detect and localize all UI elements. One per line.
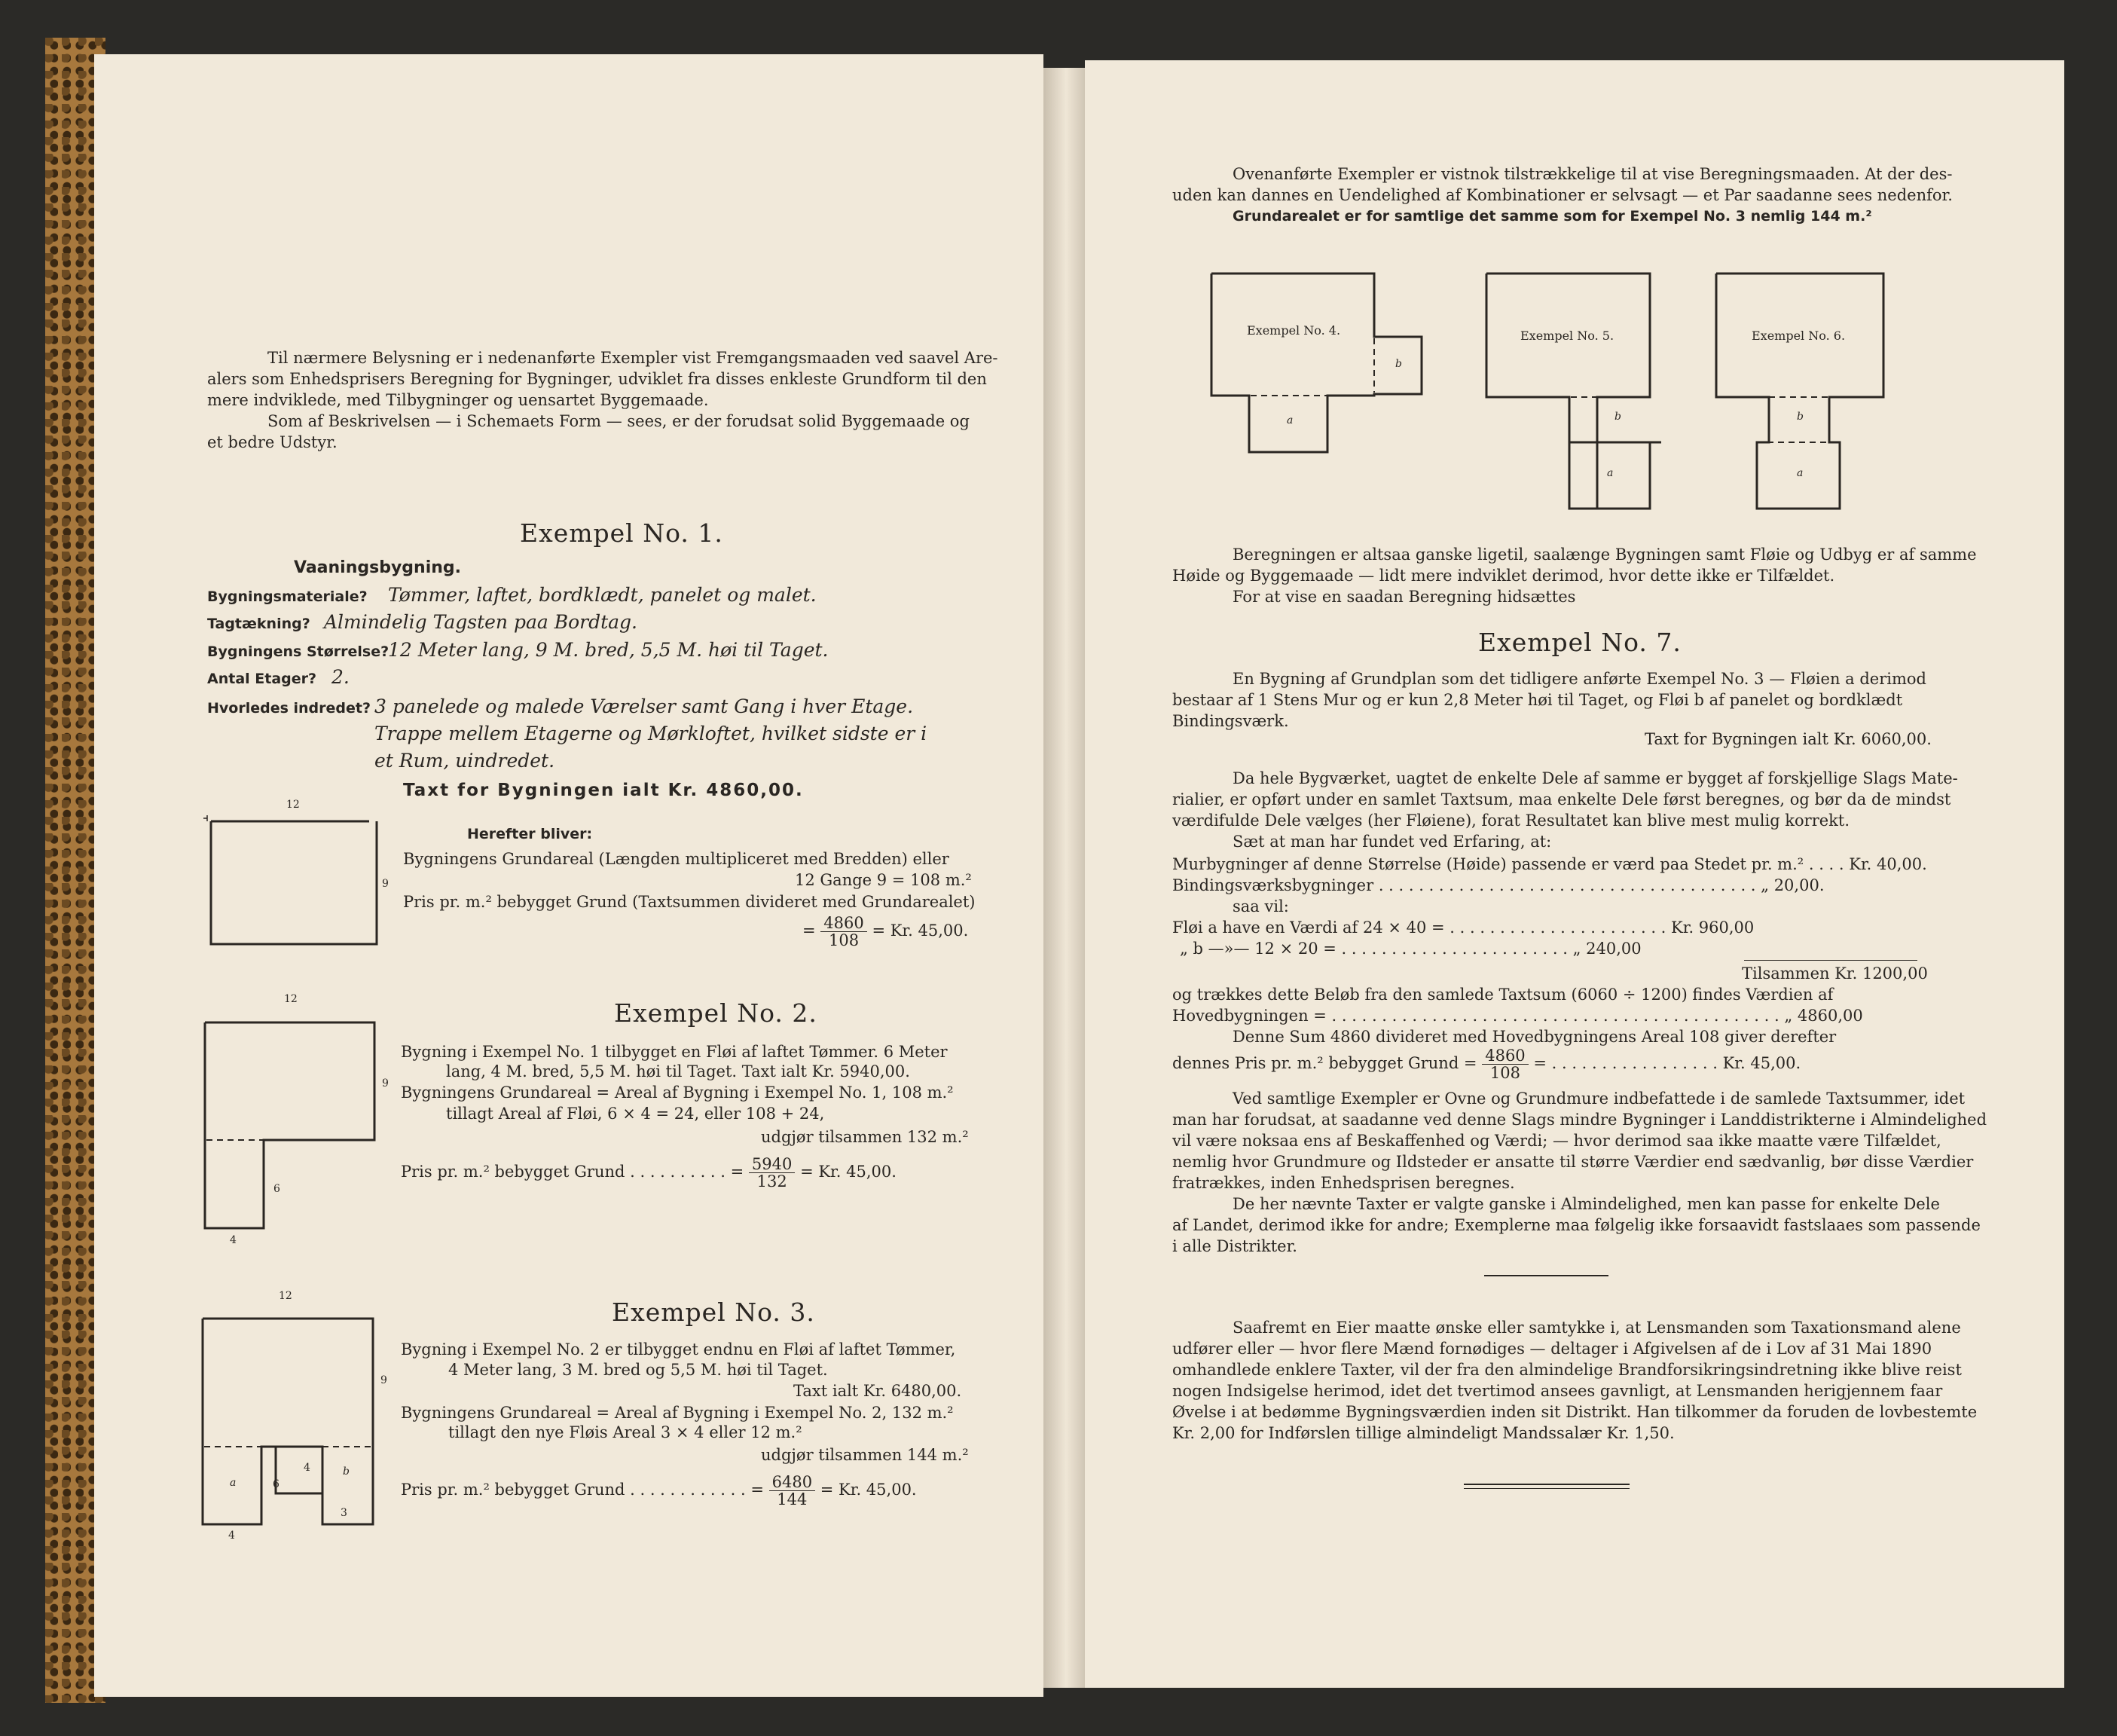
ex1-calc: = $\frac{4860}{108}$ = Kr. 45,00. [802,914,969,949]
a-layout-2: Trappe mellem Etagerne og Mørkloftet, hvilket sidste er i [374,723,927,744]
q-roof: Tagtækning? [207,616,310,632]
section-rule [1484,1275,1608,1276]
r-g: Hovedbygningen = . . . . . . . . . . . . . . . . . . . . . . . . . . . . . . . . . . . . . . . . . . . . . „ 4860,00 [1172,1007,1863,1025]
ex1-title: Exempel No. 1. [520,518,723,548]
a-floors: 2. [331,666,350,688]
ex1-tax: Taxt for Bygningen ialt Kr. 4860,00. [403,781,804,800]
ex3-line: 4 Meter lang, 3 M. bred og 5,5 M. høi til Taget. [448,1361,828,1379]
ex6-a: a [1797,467,1804,479]
r-e-tax: Taxt for Bygningen ialt Kr. 6060,00. [1645,730,1932,748]
ex2-floorplan [197,1013,386,1239]
ex2-dim-side: 9 [382,1077,389,1090]
ex4-b: b [1395,358,1402,370]
ex2-title: Exempel No. 2. [614,998,817,1028]
end-rule-2 [1464,1488,1630,1489]
r-h: man har forudsat, at saadanne ved denne Slags mindre Bygninger i Landdistrikterne i Almindelighed [1172,1111,1987,1129]
intro-line: Til nærmere Belysning er i nedenanførte Exempler vist Fremgangsmaaden ved saavel Are- [267,349,998,367]
r-intro-3: Grundarealet er for samtlige det samme som for Exempel No. 3 nemlig 144 m.² [1233,208,1872,225]
ex3-pris: Pris pr. m.² bebygget Grund . . . . . . . . . . . . = $\frac{6480}{144}$ = Kr. 45,00. [401,1473,917,1508]
ex1-subtitle: Vaaningsbygning. [294,558,462,577]
ex2-line: Bygning i Exempel No. 1 tilbygget en Fløi af laftet Tømmer. 6 Meter [401,1043,948,1061]
r-j: Øvelse i at bedømme Bygningsværdien inden sit Distrikt. Han tilkommer da foruden de lovbestemte [1172,1403,1978,1421]
ex2-dim-top: 12 [284,993,298,1005]
a-size: 12 Meter lang, 9 M. bred, 5,5 M. høi til Taget. [388,639,829,661]
ex1-areal: Bygningens Grundareal (Længden multipliceret med Bredden) eller [403,850,949,868]
a-layout-3: et Rum, uindredet. [374,750,555,772]
ex3-label-a: a [230,1477,237,1489]
ex5-a: a [1607,467,1614,479]
ex3-line: tillagt den nye Fløis Areal 3 × 4 eller 12 m.² [448,1423,802,1441]
ex4-label: Exempel No. 4. [1247,323,1341,338]
ex3-dim-b4: 4 [304,1462,310,1474]
r-g-calc: dennes Pris pr. m.² bebygget Grund = $\frac{4860}{108}$ = . . . . . . . . . . . . . . . . . Kr. 45,00. [1172,1047,1801,1082]
book-spine [1043,68,1089,1688]
r-e: bestaar af 1 Stens Mur og er kun 2,8 Meter høi til Taget, og Fløi b af panelet og bordklædt [1172,691,1903,709]
ex2-line: udgjør tilsammen 132 m.² [761,1128,969,1146]
ex3-dim-bottom2: 3 [341,1507,347,1519]
r-f: Sæt at man har fundet ved Erfaring, at: [1233,833,1552,851]
r-i: De her nævnte Taxter er valgte ganske i Almindelighed, men kan passe for enkelte Dele [1233,1195,1940,1213]
ex5-label: Exempel No. 5. [1520,329,1614,343]
ex3-dim-a: 6 [273,1478,280,1490]
ex2-dim-wing: 6 [273,1183,280,1195]
a-roof: Almindelig Tagsten paa Bordtag. [324,611,637,633]
ex3-dim-bottom: 4 [228,1530,235,1542]
q-material: Bygningsmateriale? [207,588,368,605]
r-g: „ b —»— 12 × 20 = . . . . . . . . . . . . . . . . . . . . . . . „ 240,00 [1180,940,1642,958]
ex3-line: Taxt ialt Kr. 6480,00. [793,1382,962,1400]
ex1-dim-top: 12 [286,799,300,811]
r-f: Da hele Bygværket, uagtet de enkelte Dele af samme er bygget af forskjellige Slags Mate- [1233,769,1958,787]
ex5-wings [1480,267,1661,516]
r-intro: Ovenanførte Exempler er vistnok tilstrækkelige til at vise Beregningsmaaden. At der des- [1233,165,1953,183]
ex2-line: lang, 4 M. bred, 5,5 M. høi til Taget. Taxt ialt Kr. 5940,00. [446,1062,910,1080]
r-j: Saafremt en Eier maatte ønske eller samtykke i, at Lensmanden som Taxationsmand alene [1233,1319,1961,1337]
r-h: nemlig hvor Grundmure og Ildsteder er ansatte til større Værdier end sædvanlig, bør disse Værdier [1172,1153,1974,1171]
r-intro: uden kan dannes en Uendelighed af Kombinationer er selvsagt — et Par saadanne sees nedenfor. [1172,186,1953,204]
r-p: For at vise en saadan Beregning hidsættes [1233,588,1576,606]
q-layout: Hvorledes indredet? [207,700,371,717]
r-p: Høide og Byggemaade — lidt mere indviklet derimod, hvor dette ikke er Tilfældet. [1172,567,1835,585]
r-h: Ved samtlige Exempler er Ovne og Grundmure indbefattede i de samlede Taxtsummer, idet [1233,1090,1966,1108]
ex3-floorplan [197,1310,386,1528]
a-layout: 3 panelede og malede Værelser samt Gang i hver Etage. [374,695,914,717]
intro-line: Som af Beskrivelsen — i Schemaets Form — sees, er der forudsat solid Byggemaade og [267,412,970,430]
ex3-line: Bygningens Grundareal = Areal af Bygning i Exempel No. 2, 132 m.² [401,1404,954,1422]
r-g-sum: Tilsammen Kr. 1200,00 [1742,964,1928,983]
q-size: Bygningens Størrelse? [207,643,389,660]
r-g: Fløi a have en Værdi af 24 × 40 = . . . . . . . . . . . . . . . . . . . . . . Kr. 960,00 [1172,918,1755,937]
r-g: Bindingsværksbygninger . . . . . . . . . . . . . . . . . . . . . . . . . . . . . . . . . . . . . . „ 20,00. [1172,876,1825,894]
r-h: fratrækkes, inden Enhedsprisen beregnes. [1172,1174,1515,1192]
ex6-b: b [1797,411,1804,423]
intro-line: et bedre Udstyr. [207,433,338,451]
sum-rule [1744,960,1917,961]
q-floors: Antal Etager? [207,671,317,687]
ex3-dim-top: 12 [279,1290,292,1302]
r-i: i alle Distrikter. [1172,1237,1297,1255]
end-rule [1464,1484,1630,1485]
ex7-title: Exempel No. 7. [1478,628,1682,657]
intro-line: mere indviklede, med Tilbygninger og uensartet Byggemaade. [207,391,709,409]
a-material: Tømmer, laftet, bordklædt, panelet og malet. [388,584,817,606]
r-p: Beregningen er altsaa ganske ligetil, saalænge Bygningen samt Fløie og Udbyg er af samme [1233,546,1977,564]
ex1-floorplan [203,812,399,955]
r-f: værdifulde Dele vælges (her Fløiene), forat Resultatet kan blive mest mulig korrekt. [1172,811,1850,830]
r-e: En Bygning af Grundplan som det tidligere anførte Exempel No. 3 — Fløien a derimod [1233,670,1926,688]
ex6-label: Exempel No. 6. [1752,329,1846,343]
r-g: Murbygninger af denne Størrelse (Høide) passende er værd paa Stedet pr. m.² . . . . Kr. 40,00. [1172,855,1927,873]
r-e: Bindingsværk. [1172,712,1289,730]
r-g: og trækkes dette Beløb fra den samlede Taxtsum (6060 ÷ 1200) findes Værdien af [1172,986,1834,1004]
r-h: vil være noksaa ens af Beskaffenhed og Værdi; — hvor derimod saa ikke maatte være Tilfældet, [1172,1132,1941,1150]
ex4-a: a [1287,414,1294,426]
ex1-pris: Pris pr. m.² bebygget Grund (Taxtsummen divideret med Grundarealet) [403,893,976,911]
ex1-areal-2: 12 Gange 9 = 108 m.² [795,871,972,889]
herefter: Herefter bliver: [467,826,593,842]
ex3-label-b: b [343,1466,350,1478]
r-g: Denne Sum 4860 divideret med Hovedbygningens Areal 108 giver derefter [1233,1028,1837,1046]
ex3-title: Exempel No. 3. [612,1297,815,1327]
ex2-dim-bottom: 4 [230,1234,237,1246]
ex3-dim-side: 9 [380,1374,387,1386]
ex1-dim-side: 9 [382,878,389,890]
r-j: omhandlede enklere Taxter, vil der fra den almindelige Brandforsikringsindretning ikke blive reist [1172,1361,1962,1379]
r-f: rialier, er opført under en samlet Taxtsum, maa enkelte Dele først beregnes, og bør da de mindst [1172,790,1951,808]
ex3-line: Bygning i Exempel No. 2 er tilbygget endnu en Fløi af laftet Tømmer, [401,1340,956,1359]
ex2-line: tillagt Areal af Fløi, 6 × 4 = 24, eller 108 + 24, [446,1105,825,1123]
r-g: saa vil: [1233,897,1289,915]
r-j: Kr. 2,00 for Indførslen tillige almindeligt Mandssalær Kr. 1,50. [1172,1424,1675,1442]
ex3-line: udgjør tilsammen 144 m.² [761,1446,969,1464]
ex2-line: Bygningens Grundareal = Areal af Bygning i Exempel No. 1, 108 m.² [401,1083,954,1102]
r-j: nogen Indsigelse herimod, idet det tvertimod ansees gavnligt, at Lensmanden herigjennem faar [1172,1382,1943,1400]
r-i: af Landet, derimod ikke for andre; Exemplerne maa følgelig ikke forsaavidt fastslaaes som passende [1172,1216,1981,1234]
ex5-b: b [1614,411,1621,423]
ex2-pris: Pris pr. m.² bebygget Grund . . . . . . . . . . = $\frac{5940}{132}$ = Kr. 45,00. [401,1155,897,1190]
intro-line: alers som Enhedsprisers Beregning for Bygninger, udviklet fra disses enkleste Grundform til den [207,370,987,388]
r-j: udfører eller — hvor flere Mænd fornødiges — deltager i Afgivelsen af de i Lov af 31 Mai 1890 [1172,1340,1932,1358]
